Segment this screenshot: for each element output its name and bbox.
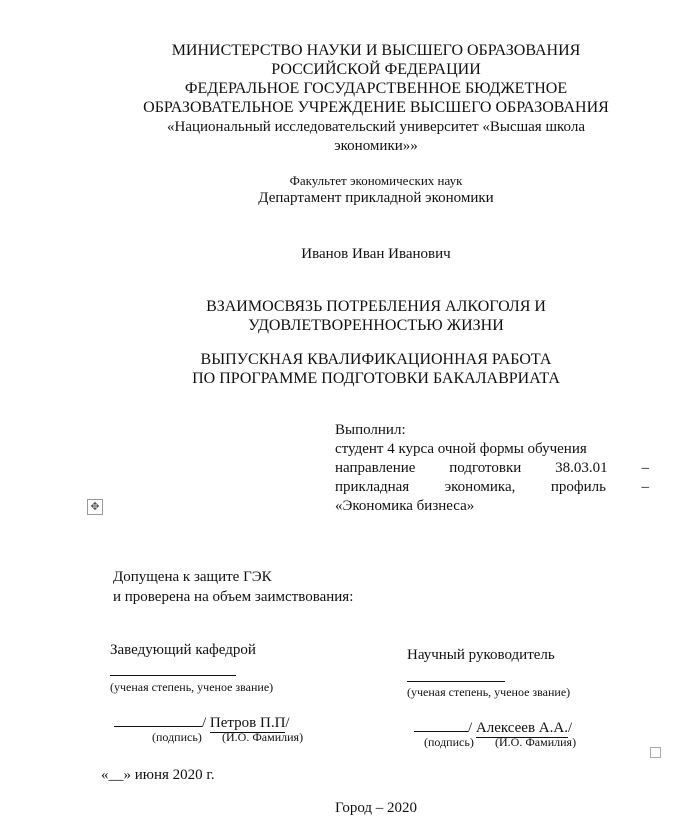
header-line: экономики»» xyxy=(334,138,418,154)
work-type: ПО ПРОГРАММЕ ПОДГОТОВКИ БАКАЛАВРИАТА xyxy=(192,370,560,387)
performed-line: студент 4 курса очной формы обучения xyxy=(335,441,587,457)
date-text: июня 2020 г. xyxy=(134,767,215,783)
performed-line: «Экономика бизнеса» xyxy=(335,498,475,514)
header-line: ОБРАЗОВАТЕЛЬНОЕ УЧРЕЖДЕНИЕ ВЫСШЕГО ОБРАЗОВАНИЯ xyxy=(143,99,609,116)
date-day: «__» xyxy=(101,767,131,783)
signature-line xyxy=(414,715,468,732)
header-line: ФЕДЕРАЛЬНОЕ ГОСУДАРСТВЕННОЕ БЮДЖЕТНОЕ xyxy=(184,80,568,97)
header-line: РОССИЙСКОЙ ФЕДЕРАЦИИ xyxy=(271,61,481,78)
header-line: МИНИСТЕРСТВО НАУКИ И ВЫСШЕГО ОБРАЗОВАНИЯ xyxy=(171,42,581,59)
faculty: Факультет экономических наук xyxy=(289,173,463,188)
author-name: Иванов Иван Иванович xyxy=(301,246,451,262)
degree-line xyxy=(407,681,505,682)
performed-line: направление подготовки 38.03.01 – xyxy=(335,460,649,476)
sign-hint: (подпись) xyxy=(152,730,202,744)
footer-city-year: Город – 2020 xyxy=(334,800,418,816)
admission-line: Допущена к защите ГЭК xyxy=(113,569,272,585)
degree-hint: (ученая степень, ученое звание) xyxy=(110,680,274,694)
degree-line xyxy=(110,675,236,676)
supervisor-role: Научный руководитель xyxy=(407,647,555,663)
name-hint: (И.О. Фамилия) xyxy=(222,730,304,744)
thesis-title: ВЗАИМОСВЯЗЬ ПОТРЕБЛЕНИЯ АЛКОГОЛЯ И xyxy=(206,298,546,315)
document-page: МИНИСТЕРСТВО НАУКИ И ВЫСШЕГО ОБРАЗОВАНИЯ РОССИЙСКОЙ ФЕДЕРАЦИИ ФЕДЕРАЛЬНОЕ ГОСУДАРСТВЕННОЕ БЮДЖЕТНОЕ ОБРАЗОВАТЕЛЬНОЕ УЧРЕЖДЕНИЕ ВЫСШЕГО ОБРАЗОВАНИЯ «Национальный исследовательский университет «Высшая школа экономики»» Факультет экономических наук Департамент прикладной экономики Иванов Иван Иванович ВЗАИМОСВЯЗЬ ПОТРЕБЛЕНИЯ АЛКОГОЛЯ И УДОВЛЕТВОРЕННОСТЬЮ ЖИЗНИ ВЫПУСКНАЯ КВАЛИФИКАЦИОННАЯ РАБОТА ПО ПРОГРАММЕ ПОДГОТОВКИ БАКАЛАВРИАТА Выполнил: студент 4 курса очной формы обучения направление подготовки 38.03.01 – прикладная экономика, профиль – «Экономика бизнеса» ✥ Допущена к защите ГЭК и проверена на объем заимствования: Заведующий кафедрой (ученая степень, ученое звание) / Петров П.П/ (подпись) (И.О. Фамилия) Научный руководитель (ученая степень, ученое звание) / Алексеев А.А./ (подпись) (И.О. Фамилия) «__» июня 2020 г. Город – 2020 xyxy=(0,0,700,830)
name-hint: (И.О. Фамилия) xyxy=(495,735,577,749)
head-role: Заведующий кафедрой xyxy=(110,642,256,658)
department: Департамент прикладной экономики xyxy=(258,190,494,206)
work-type: ВЫПУСКНАЯ КВАЛИФИКАЦИОННАЯ РАБОТА xyxy=(200,351,552,368)
admission-line: и проверена на объем заимствования: xyxy=(113,589,354,605)
sign-hint: (подпись) xyxy=(424,735,474,749)
head-name: Петров П.П xyxy=(209,715,286,731)
thesis-title: УДОВЛЕТВОРЕННОСТЬЮ ЖИЗНИ xyxy=(248,317,504,334)
header-line: «Национальный исследовательский университет «Высшая школа xyxy=(167,119,585,135)
degree-hint: (ученая степень, ученое звание) xyxy=(407,685,571,699)
performed-label: Выполнил: xyxy=(335,422,406,438)
move-handle-icon[interactable]: ✥ xyxy=(87,499,103,515)
paragraph-mark-icon xyxy=(650,747,661,758)
supervisor-name: Алексеев А.А. xyxy=(475,720,568,736)
signature-line xyxy=(114,710,202,727)
performed-line: прикладная экономика, профиль – xyxy=(335,479,649,495)
